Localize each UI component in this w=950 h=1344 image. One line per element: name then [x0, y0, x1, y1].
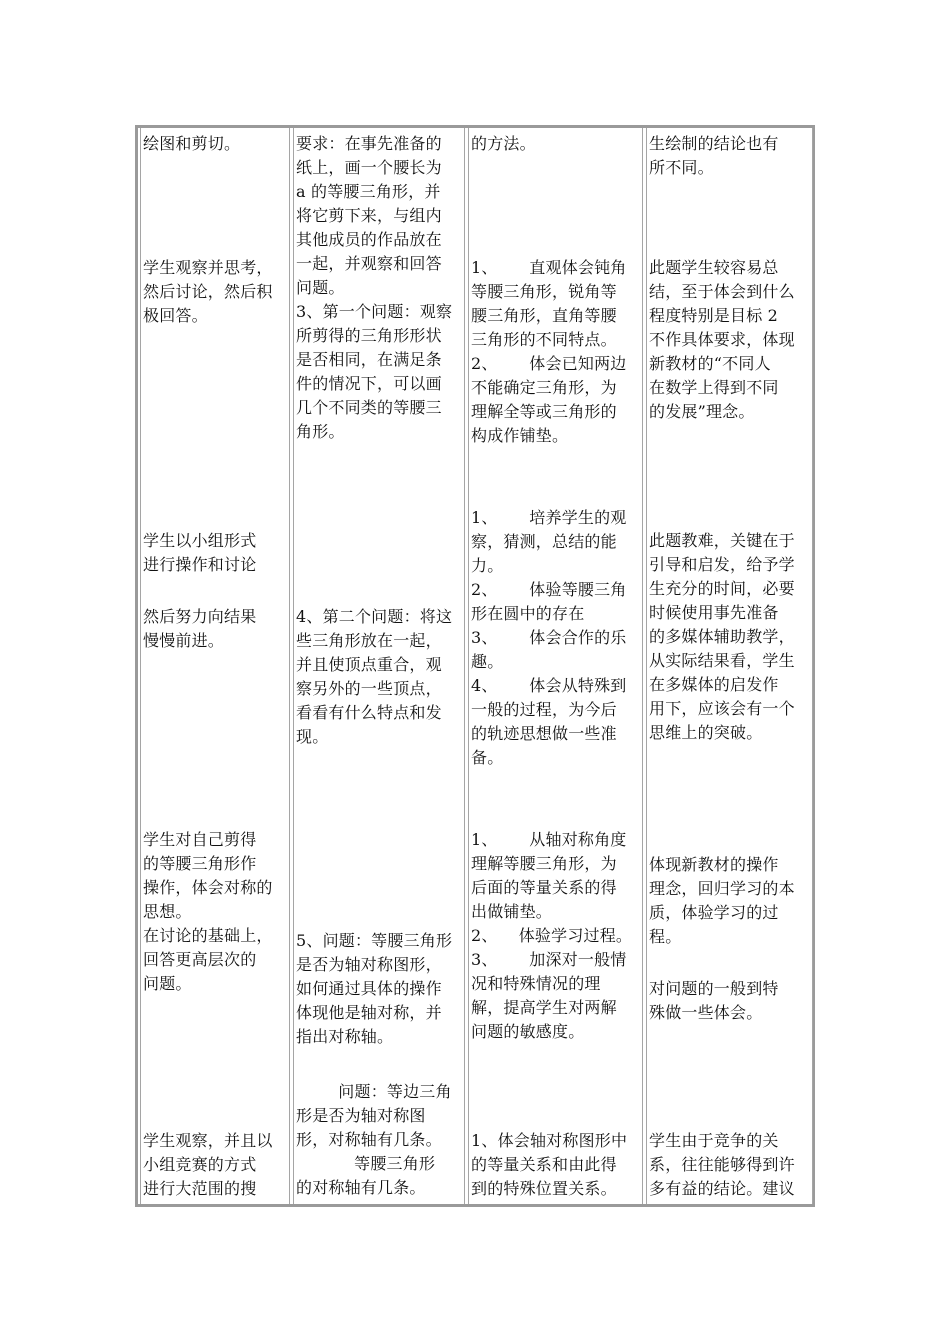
cell-text: 学生观察，并且以 小组竞赛的方式 进行大范围的搜 — [143, 1131, 273, 1198]
cell-text: 体现新教材的操作 理念，回归学习的本 质，体验学习的过 程。 — [649, 855, 795, 946]
design-intent-column — [468, 128, 643, 1204]
cell-text: 此题学生较容易总 结，至于体会到什么 程度特别是目标 2 不作具体要求，体现 新教材的“不同人 在数学上得到不同 的发展”理念。 — [649, 258, 795, 421]
cell-text: 1、 培养学生的观 察，猜测，总结的能 力。 2、 体验等腰三角 形在圆中的存在 3、 体会合作的乐 趣。 4、 体会从特殊到 一般的过程，为今后 的轨迹思想做一些准 备。 — [471, 508, 627, 767]
remarks-column — [646, 128, 813, 1204]
cell-text: 此题教难，关键在于 引导和启发，给予学 生充分的时间，必要 时候使用事先准备 的多媒体辅助教学， 从实际结果看，学生 在多媒体的启发作 用下，应该会有一个 思维上的突破。 — [649, 531, 795, 742]
cell-text: 1、体会轴对称图形中 的等量关系和由此得 到的特殊位置关系。 — [471, 1131, 628, 1198]
cell-text: 生绘制的结论也有 所不同。 — [649, 134, 779, 177]
cell-text: 要求：在事先准备的 纸上，画一个腰长为 a 的等腰三角形，并 将它剪下来，与组内 其他成员的作品放在 一起，并观察和回答 问题。 3、第一个问题：观察 所剪得的三角形形状 是否相同，在满足条 件的情况下，可以画 几个不同类的等腰三 角形。 — [296, 134, 453, 441]
cell-text: 学生以小组形式 进行操作和讨论 — [143, 531, 257, 574]
cell-text: 对问题的一般到特 殊做一些体会。 — [649, 979, 779, 1022]
cell-text: 的方法。 — [471, 134, 536, 153]
student-activity-column — [140, 128, 290, 1204]
cell-text: 1、 直观体会钝角 等腰三角形，锐角等 腰三角形，直角等腰 三角形的不同特点。 2、 体会已知两边 不能确定三角形，为 理解全等或三角形的 构成作铺垫。 — [471, 258, 627, 445]
lesson-plan-table — [135, 125, 815, 1207]
cell-text: 问题：等边三角 形是否为轴对称图 形，对称轴有几条。 等腰三角形 的对称轴有几条。 — [296, 1082, 452, 1197]
cell-text: 学生由于竞争的关 系，往往能够得到许 多有益的结论。建议 — [649, 1131, 795, 1198]
cell-text: 绘图和剪切。 — [143, 134, 241, 153]
cell-text: 5、问题：等腰三角形 是否为轴对称图形， 如何通过具体的操作 体现他是轴对称，并 指出对称轴。 — [296, 931, 453, 1046]
cell-text: 1、 从轴对称角度 理解等腰三角形，为 后面的等量关系的得 出做铺垫。 2、 体验学习过程。 3、 加深对一般情 况和特殊情况的理 解，提高学生对两解 问题的敏感度。 — [471, 830, 633, 1041]
cell-text: 然后努力向结果 慢慢前进。 — [143, 607, 257, 650]
cell-text: 4、第二个问题：将这 些三角形放在一起， 并且使顶点重合，观 察另外的一些顶点， 看看有什么特点和发 现。 — [296, 607, 453, 746]
cell-text: 学生对自己剪得 的等腰三角形作 操作，体会对称的 思想。 在讨论的基础上， 回答更高层次的 问题。 — [143, 830, 273, 993]
teacher-activity-column — [293, 128, 465, 1204]
cell-text: 学生观察并思考， 然后讨论，然后积 极回答。 — [143, 258, 273, 325]
